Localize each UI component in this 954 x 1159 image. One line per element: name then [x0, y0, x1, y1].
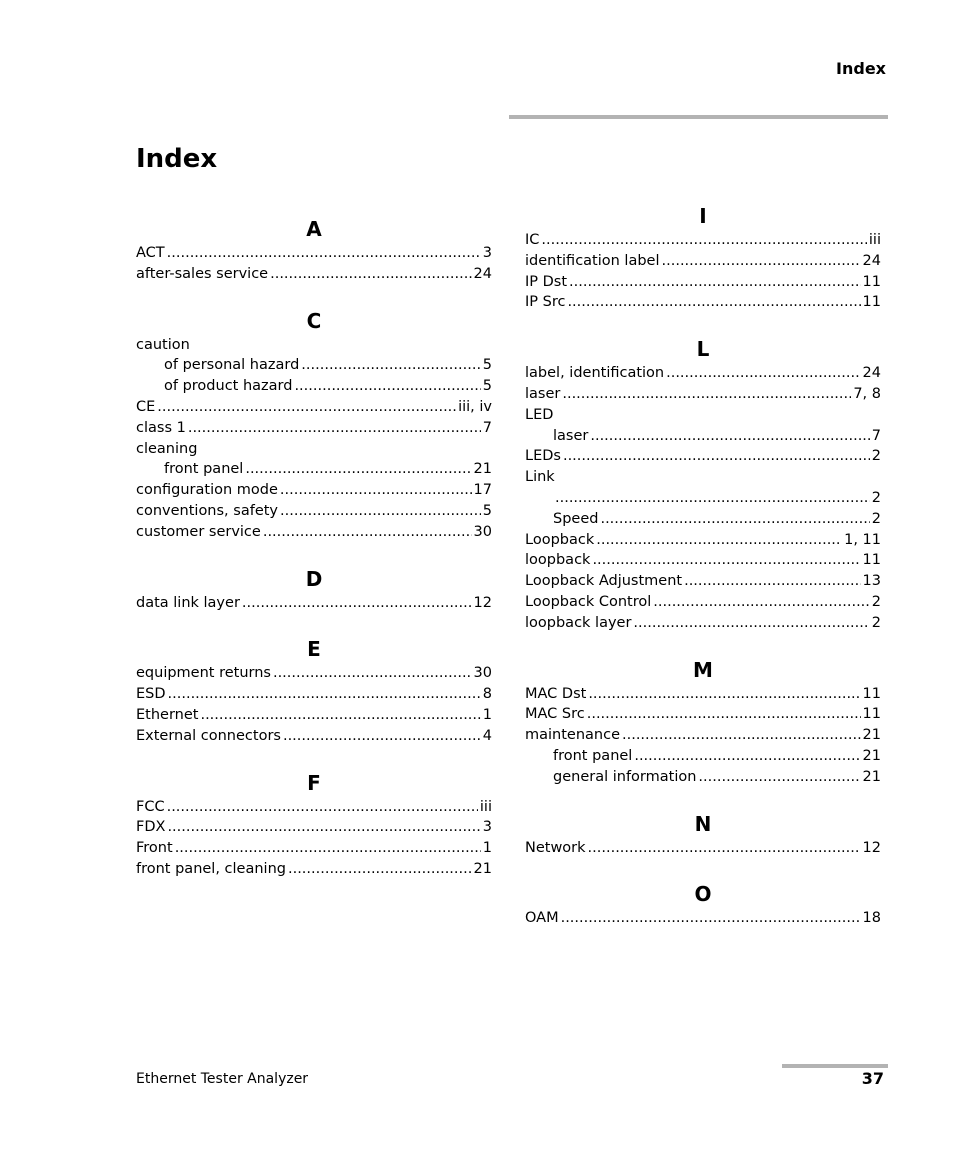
entry-pages: iii, iv: [458, 398, 492, 415]
section-letter: O: [694, 882, 712, 907]
index-entry: [136, 335, 492, 356]
entry-pages: iii: [479, 798, 492, 815]
section-letter: E: [307, 637, 321, 662]
entry-pages: 30: [473, 665, 492, 682]
entry-pages: 2: [871, 593, 881, 610]
entry-term: Speed: [553, 510, 599, 527]
index-entry: [525, 230, 881, 251]
dot-leader: [622, 725, 861, 746]
index-section-l: [525, 335, 881, 633]
index-subentry: [525, 767, 881, 788]
entry-term: data link layer: [136, 594, 240, 611]
index-subentry: [136, 376, 492, 397]
section-letter: I: [699, 204, 707, 228]
index-entry: [136, 663, 492, 684]
index-entry: [525, 292, 881, 313]
index-entry: [136, 501, 492, 522]
dot-leader: [666, 363, 860, 384]
entry-term: after-sales service: [136, 265, 269, 282]
index-entry: [136, 705, 492, 726]
index-section-m: [525, 656, 881, 788]
index-section-i: [525, 202, 881, 313]
entry-term: front panel, cleaning: [136, 860, 286, 877]
dot-leader: [200, 705, 480, 726]
index-section-d: [136, 565, 492, 614]
index-entry: [525, 550, 881, 571]
index-section-o: [525, 880, 881, 929]
page-number: 37: [861, 1069, 884, 1088]
section-letter: L: [696, 337, 710, 362]
dot-leader: [167, 797, 478, 818]
entry-pages: 21: [473, 461, 492, 478]
index-entry: [136, 480, 492, 501]
entry-pages: 1: [482, 706, 492, 723]
entry-term: loopback layer: [525, 614, 632, 631]
entry-pages: 8: [482, 686, 492, 703]
entry-term: maintenance: [525, 727, 620, 744]
entry-term: laser: [553, 427, 589, 444]
dot-leader: [273, 663, 472, 684]
entry-term: Loopback Control: [525, 593, 652, 610]
dot-leader: [175, 838, 481, 859]
entry-term: cleaning: [136, 440, 198, 457]
entry-term: label, identification: [525, 365, 665, 382]
entry-pages: 1, 11: [844, 531, 881, 548]
running-header-title: Index: [836, 59, 886, 78]
index-entry: [525, 592, 881, 613]
index-entry: [136, 418, 492, 439]
index-entry: [525, 908, 881, 929]
index-subentry: [525, 509, 881, 530]
entry-term: Ethernet: [136, 706, 199, 723]
entry-pages: 13: [862, 573, 881, 590]
index-section-e: [136, 635, 492, 746]
dot-leader: [588, 684, 860, 705]
entry-term: IP Src: [525, 294, 566, 311]
dot-leader: [280, 480, 472, 501]
entry-term: LED: [525, 406, 554, 423]
entry-pages: 12: [473, 594, 492, 611]
dot-leader: [294, 376, 480, 397]
entry-pages: 24: [862, 365, 881, 382]
entry-pages: 24: [862, 252, 881, 269]
entry-term: CE: [136, 398, 156, 415]
entry-term: Network: [525, 839, 586, 856]
index-entry: [525, 613, 881, 634]
entry-term: front panel: [553, 747, 633, 764]
entry-pages: 21: [473, 860, 492, 877]
entry-term: ESD: [136, 686, 166, 703]
entry-term: identification label: [525, 252, 660, 269]
dot-leader: [288, 859, 472, 880]
entry-pages: 1: [482, 840, 492, 857]
index-entry: [136, 817, 492, 838]
dot-leader: [263, 522, 472, 543]
index-entry: [525, 272, 881, 293]
dot-leader: [270, 264, 471, 285]
entry-term: of product hazard: [164, 378, 293, 395]
entry-pages: 21: [862, 747, 881, 764]
entry-term: Front: [136, 840, 173, 857]
index-subentry: [525, 426, 881, 447]
entry-pages: 11: [862, 273, 881, 290]
index-entry: [525, 571, 881, 592]
index-entry: [525, 725, 881, 746]
footer-product-name: Ethernet Tester Analyzer: [136, 1071, 309, 1087]
entry-term: of personal hazard: [164, 357, 300, 374]
index-entry: [525, 684, 881, 705]
section-letter: F: [307, 770, 321, 795]
index-subentry: [136, 459, 492, 480]
entry-pages: 30: [473, 523, 492, 540]
entry-pages: 18: [862, 910, 881, 927]
index-section-n: [525, 810, 881, 859]
index-subentry: [136, 355, 492, 376]
entry-term: general information: [553, 768, 697, 785]
entry-term: IC: [525, 232, 540, 248]
dot-leader: [596, 530, 842, 551]
dot-leader: [567, 292, 860, 313]
dot-leader: [167, 817, 480, 838]
entry-pages: 7, 8: [853, 385, 881, 402]
dot-leader: [555, 488, 870, 509]
dot-leader: [563, 446, 870, 467]
entry-pages: 5: [482, 357, 492, 374]
dot-leader: [600, 509, 869, 530]
entry-term: OAM: [525, 910, 559, 927]
index-entry: [136, 264, 492, 285]
entry-pages: 11: [862, 294, 881, 311]
entry-term: front panel: [164, 461, 244, 478]
dot-leader: [590, 426, 869, 447]
entry-term: Link: [525, 469, 555, 486]
section-letter: C: [306, 308, 322, 333]
index-entry: [136, 439, 492, 460]
dot-leader: [561, 908, 861, 929]
dot-leader: [562, 384, 851, 405]
entry-term: ACT: [136, 245, 165, 261]
index-entry: [525, 838, 881, 859]
dot-leader: [633, 613, 869, 634]
footer-rule: [782, 1064, 888, 1068]
entry-pages: 2: [871, 489, 881, 506]
section-letter: N: [694, 811, 712, 836]
entry-pages: 12: [862, 839, 881, 856]
section-letter: M: [693, 657, 713, 682]
index-entry: [136, 797, 492, 818]
entry-pages: 24: [473, 265, 492, 282]
index-entry: [525, 405, 881, 426]
index-entry: [136, 838, 492, 859]
entry-term: LEDs: [525, 448, 561, 465]
index-entry: [525, 251, 881, 272]
entry-term: class 1: [136, 419, 186, 436]
dot-leader: [684, 571, 860, 592]
index-entry: [136, 859, 492, 880]
entry-pages: 5: [482, 502, 492, 519]
index-entry: [136, 593, 492, 614]
dot-leader: [245, 459, 471, 480]
index-entry: [525, 363, 881, 384]
page-title: Index: [136, 144, 218, 174]
entry-term: FDX: [136, 819, 166, 836]
index-entry: [136, 684, 492, 705]
dot-leader: [167, 243, 481, 264]
entry-term: laser: [525, 385, 561, 402]
entry-pages: 5: [482, 378, 492, 395]
dot-leader: [280, 501, 481, 522]
entry-term: loopback: [525, 552, 591, 569]
entry-term: Loopback: [525, 531, 595, 548]
dot-leader: [634, 746, 860, 767]
index-entry: [525, 384, 881, 405]
entry-pages: 2: [871, 510, 881, 527]
index-section-a: [136, 215, 492, 285]
entry-term: Loopback Adjustment: [525, 573, 683, 590]
entry-term: equipment returns: [136, 665, 271, 682]
dot-leader: [301, 355, 480, 376]
index-section-f: [136, 769, 492, 880]
entry-pages: 7: [482, 419, 492, 436]
index-entry: [525, 446, 881, 467]
dot-leader: [653, 592, 870, 613]
index-subentry: [525, 488, 881, 509]
entry-term: IP Dst: [525, 273, 568, 290]
entry-pages: 21: [862, 727, 881, 744]
dot-leader: [592, 550, 860, 571]
dot-leader: [541, 230, 867, 251]
dot-leader: [588, 838, 861, 859]
section-letter: D: [305, 566, 323, 591]
entry-pages: 3: [482, 819, 492, 836]
entry-pages: 2: [871, 614, 881, 631]
index-entry: [136, 726, 492, 747]
header-rule: [509, 115, 888, 119]
entry-term: MAC Src: [525, 706, 585, 723]
index-entry: [525, 467, 881, 488]
index-section-c: [136, 307, 492, 543]
entry-pages: 17: [473, 482, 492, 499]
index-entry: [136, 522, 492, 543]
entry-pages: 11: [862, 552, 881, 569]
entry-term: conventions, safety: [136, 502, 279, 519]
entry-pages: 11: [862, 706, 881, 723]
entry-term: caution: [136, 336, 190, 353]
index-entry: [136, 397, 492, 418]
entry-term: External connectors: [136, 727, 281, 744]
entry-pages: 3: [482, 245, 492, 261]
index-entry: [525, 530, 881, 551]
dot-leader: [188, 418, 481, 439]
entry-term: MAC Dst: [525, 685, 587, 702]
entry-pages: iii: [868, 232, 881, 248]
index-subentry: [525, 746, 881, 767]
section-letter: A: [306, 217, 322, 241]
dot-leader: [587, 704, 861, 725]
dot-leader: [157, 397, 456, 418]
dot-leader: [168, 684, 481, 705]
entry-term: FCC: [136, 798, 165, 815]
index-column-left: [136, 215, 492, 902]
dot-leader: [662, 251, 861, 272]
entry-pages: 4: [482, 727, 492, 744]
index-entry: [136, 243, 492, 264]
dot-leader: [242, 593, 472, 614]
index-column-right: [525, 202, 881, 951]
entry-pages: 7: [871, 427, 881, 444]
dot-leader: [283, 726, 481, 747]
entry-term: customer service: [136, 523, 261, 540]
entry-term: configuration mode: [136, 482, 278, 499]
index-entry: [525, 704, 881, 725]
dot-leader: [698, 767, 860, 788]
entry-pages: 2: [871, 448, 881, 465]
dot-leader: [569, 272, 861, 293]
entry-pages: 11: [862, 685, 881, 702]
entry-pages: 21: [862, 768, 881, 785]
